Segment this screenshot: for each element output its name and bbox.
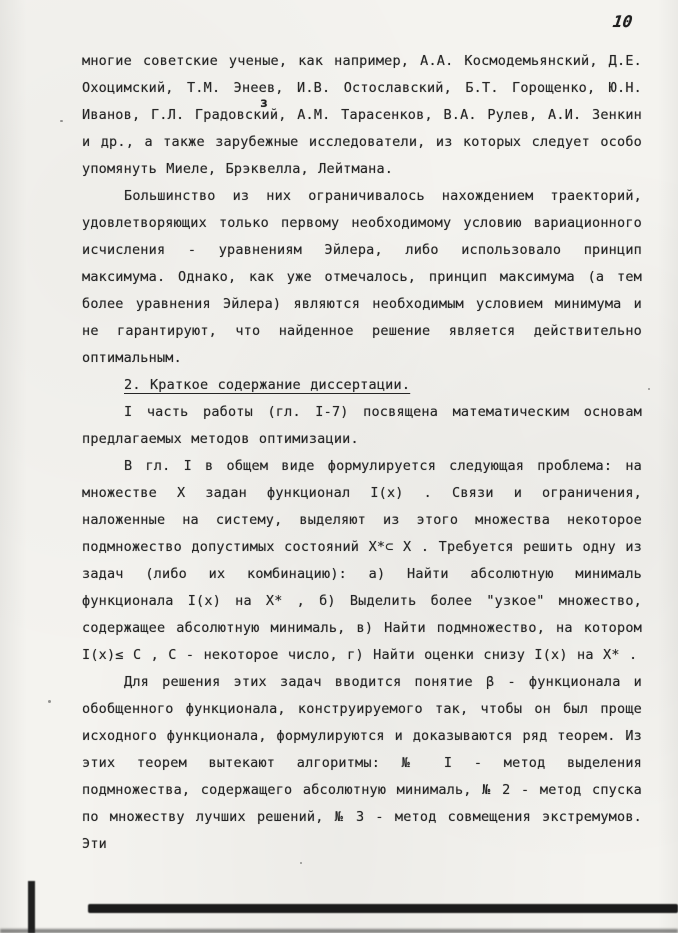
scan-speck [60,120,63,122]
scan-artifact-bottom-line [88,904,678,913]
scan-speck [48,700,51,703]
paragraph-continuation: многие советские ученые, как например, А.А. Космодемьянский, Д.Е. Охоцимский, Т.М. Энеев, И.В. Остославский, Б.Т. Горощенко, Ю.Н. Иванов, Г.Л. Градовский, А.М. Тарасенков, В.А. Рулев, А.И. Зенкин и др., а также зарубежные исследователи, из которых следует особо упомянуть Миеле, Брэквелла, Лейтмана. [82,53,642,177]
scan-artifact-bottom-edge [0,929,678,933]
paragraph-body: В гл. I в общем виде формулируется следующая проблема: на множестве X задан функционал I(x) . Связи и ограничения, наложенные на систему, выделяют из этого множества некоторое подмножество допустимых состояний X*⊂ X . Требуется решить одну из задач (либо их комбинацию): а) Найти абсолютную минималь функционала I(x) на X* , б) Выделить более "узкое" множество, содержащее абсолютную минималь, в) Найти подмножество, на котором I(x)≤ C , C - некоторое число, г) Найти оценки снизу I(x) на X* . [82,458,642,663]
paragraph-body: I часть работы (гл. I-7) посвящена математическим основам предлагаемых методов оптимизации. [82,404,642,447]
scan-speck [300,862,302,864]
paragraph-body: Большинство из них ограничивалось нахождением траекторий, удовлетворяющих только первому необходимому условию вариационного исчисления - уравнениям Эйлера, либо использовало принцип максимума. Однако, как уже отмечалось, принцип максимума (а тем более уравнения Эйлера) являются необходимым условием минимума и не гарантируют, что найденное решение является действительно оптимальным. [82,188,642,366]
scan-speck [648,388,650,390]
handwritten-correction-mark: з [260,96,268,111]
section-heading: 2. Краткое содержание диссертации. [124,377,411,393]
text-block [82,48,642,858]
scan-artifact-left-line [28,881,35,933]
page-number: 10 [611,12,634,31]
paragraph-body: Для решения этих задач вводится понятие β - функционала и обобщенного функционала, конструируемого так, чтобы он был проще исходного функционала, формулируются и доказываются ряд теорем. Из этих теорем вытекают алгоритмы: № I - метод выделения подмножества, содержащего абсолютную минималь, № 2 - метод спуска по множеству лучших решений, № 3 - метод совмещения экстремумов. Эти [82,674,642,852]
